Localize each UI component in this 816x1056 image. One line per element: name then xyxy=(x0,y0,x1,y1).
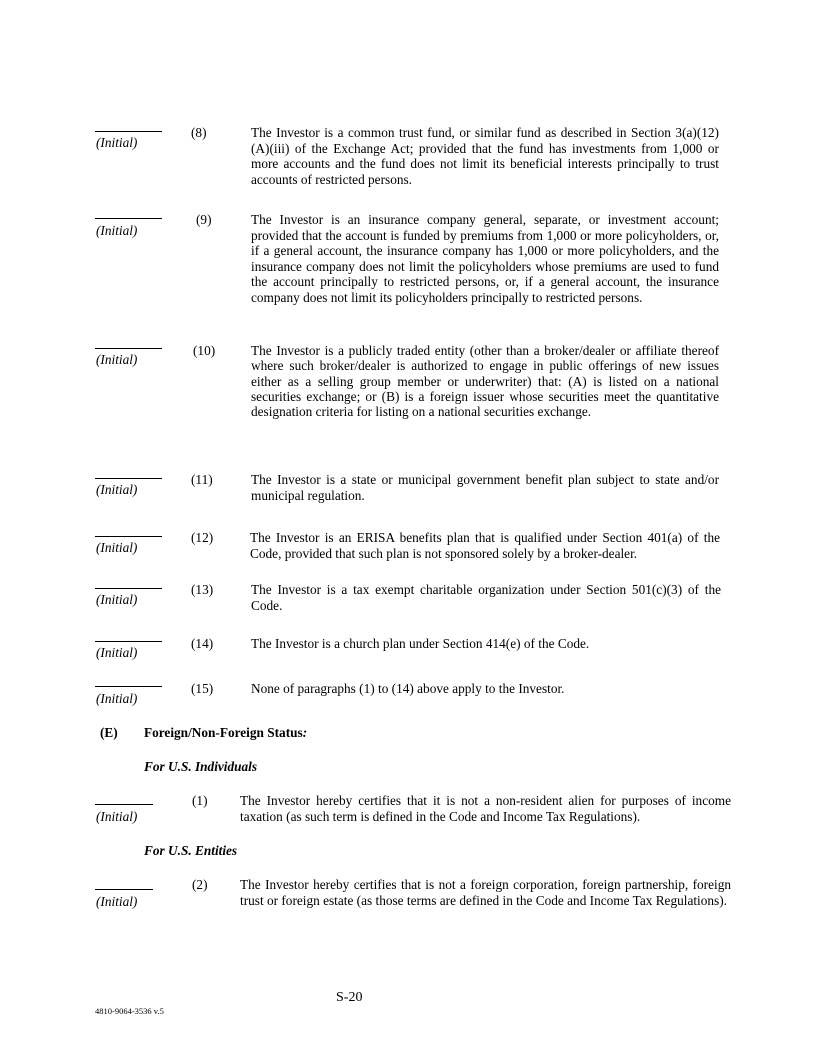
initial-line[interactable] xyxy=(95,588,162,589)
item-number: (1) xyxy=(192,793,208,808)
subheading-us-individuals: For U.S. Individuals xyxy=(144,759,258,774)
initial-line[interactable] xyxy=(95,478,162,479)
initial-line[interactable] xyxy=(95,889,153,890)
item-number: (11) xyxy=(191,472,213,487)
initial-label: (Initial) xyxy=(96,482,138,497)
item-text: The Investor is a publicly traded entity (other than a broker/dealer or affiliate thereof where such broker/dealer is authorized to engage in public offerings of new issues either as a selling group member or underwriter) that: (A) is listed on a national securities exchange; or (B) is a foreign issuer whose securities meet the quantitative designation criteria for listing on a national securities exchange. xyxy=(251,343,719,420)
initial-line[interactable] xyxy=(95,348,162,349)
document-code: 4810-9064-3536 v.5 xyxy=(95,1006,164,1016)
initial-line[interactable] xyxy=(95,686,162,687)
item-text: The Investor is a tax exempt charitable organization under Section 501(c)(3) of the Code. xyxy=(251,582,721,613)
initial-label: (Initial) xyxy=(96,352,138,367)
initial-line[interactable] xyxy=(95,536,162,537)
initial-label: (Initial) xyxy=(96,223,138,238)
item-number: (15) xyxy=(191,681,214,696)
initial-label: (Initial) xyxy=(96,894,138,909)
item-number: (2) xyxy=(192,877,208,892)
item-number: (14) xyxy=(191,636,214,651)
initial-line[interactable] xyxy=(95,131,162,132)
initial-label: (Initial) xyxy=(96,540,138,555)
subheading-us-entities: For U.S. Entities xyxy=(144,843,238,858)
item-text: The Investor is an insurance company general, separate, or investment account; provided that the account is funded by premiums from 1,000 or more policyholders, or, if a general account, the insurance company has 1,000 or more policyholders, and the insurance company does not limit the policyholders whose premiums are used to fund the account principally to restricted persons, or, if a general account, the insurance company does not limit its policyholders principally to restricted persons. xyxy=(251,212,719,305)
initial-label: (Initial) xyxy=(96,645,138,660)
item-text: None of paragraphs (1) to (14) above apply to the Investor. xyxy=(251,681,565,696)
item-number: (12) xyxy=(191,530,214,545)
item-text: The Investor is a common trust fund, or similar fund as described in Section 3(a)(12)(A)(iii) of the Exchange Act; provided that the fund has investments from 1,000 or more accounts and the fund does not limit its beneficial interests principally to trust accounts of restricted persons. xyxy=(251,125,719,187)
item-number: (13) xyxy=(191,582,214,597)
section-title-text: Foreign/Non-Foreign Status xyxy=(144,725,303,740)
section-title-colon: : xyxy=(302,725,308,740)
initial-line[interactable] xyxy=(95,804,153,805)
item-number: (10) xyxy=(193,343,216,358)
initial-label: (Initial) xyxy=(96,135,138,150)
page-number: S-20 xyxy=(336,990,363,1005)
item-number: (9) xyxy=(196,212,212,227)
item-text: The Investor hereby certifies that is not a foreign corporation, foreign partnership, foreign trust or foreign estate (as those terms are defined in the Code and Income Tax Regulations). xyxy=(240,877,731,908)
item-text: The Investor is an ERISA benefits plan that is qualified under Section 401(a) of the Code, provided that such plan is not sponsored solely by a broker-dealer. xyxy=(250,530,720,561)
item-text: The Investor hereby certifies that it is not a non-resident alien for purposes of income taxation (as such term is defined in the Code and Income Tax Regulations). xyxy=(240,793,731,824)
item-number: (8) xyxy=(191,125,207,140)
section-title xyxy=(144,725,307,741)
section-label: (E) xyxy=(100,725,118,740)
item-text: The Investor is a church plan under Section 414(e) of the Code. xyxy=(251,636,590,651)
item-text: The Investor is a state or municipal government benefit plan subject to state and/or municipal regulation. xyxy=(251,472,719,503)
initial-label: (Initial) xyxy=(96,809,138,824)
initial-line[interactable] xyxy=(95,218,162,219)
initial-line[interactable] xyxy=(95,641,162,642)
initial-label: (Initial) xyxy=(96,592,138,607)
initial-label: (Initial) xyxy=(96,691,138,706)
